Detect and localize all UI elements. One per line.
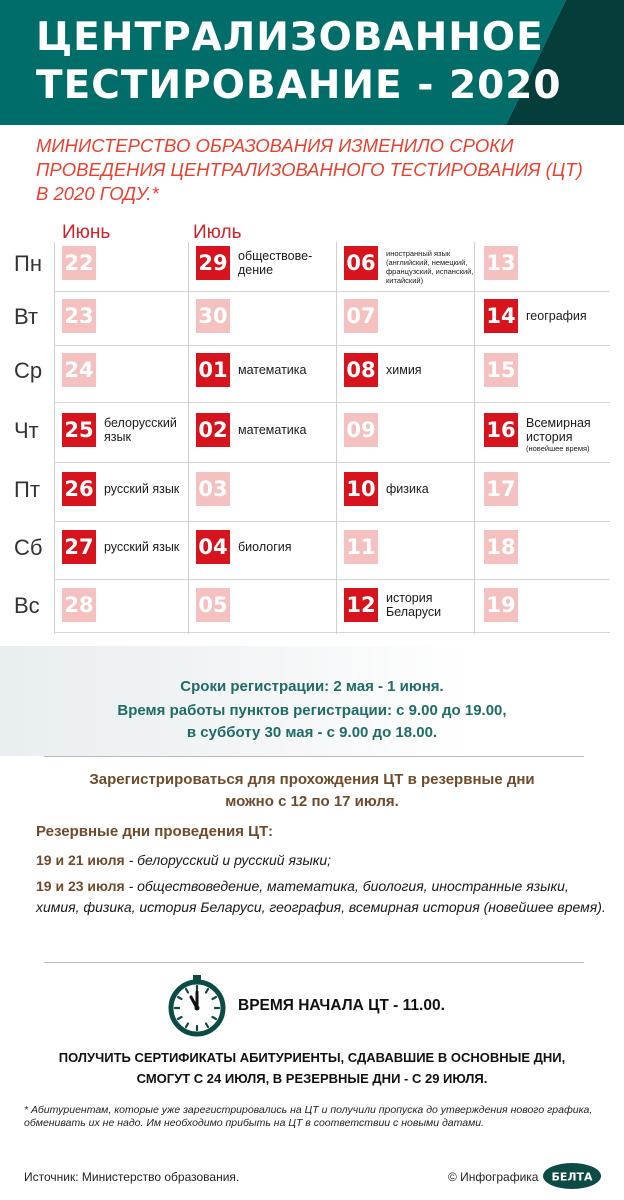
- exam-subject-text: белорусский язык: [104, 416, 177, 444]
- exam-subject: [238, 249, 330, 277]
- weekday-label: Вт: [14, 304, 39, 329]
- exam-day: 27: [62, 530, 96, 564]
- grid-horizontal-line: [54, 521, 610, 522]
- grid-horizontal-line: [54, 345, 610, 346]
- exam-day: 16: [484, 413, 518, 447]
- day-number: 13: [484, 246, 518, 280]
- exam-subject-text: Всемирная история: [526, 416, 591, 444]
- month-june: Июнь: [62, 222, 111, 243]
- certificates-line2: СМОГУТ С 24 ИЮЛЯ, В РЕЗЕРВНЫЕ ДНИ - С 29 ИЮЛЯ.: [136, 1071, 488, 1086]
- registration-hours: Время работы пунктов регистрации: с 9.00 до 19.00,: [117, 702, 507, 719]
- page-title-line2: ТЕСТИРОВАНИЕ - 2020: [36, 63, 562, 108]
- subtitle-line2: ПРОВЕДЕНИЯ ЦЕНТРАЛИЗОВАННОГО ТЕСТИРОВАНИЯ (ЦТ): [36, 159, 583, 180]
- certificates-line1: ПОЛУЧИТЬ СЕРТИФИКАТЫ АБИТУРИЕНТЫ, СДАВАВШИЕ В ОСНОВНЫЕ ДНИ,: [58, 1050, 566, 1065]
- belta-logo-text: БЕЛТА: [551, 1170, 593, 1184]
- exam-subject-text: биология: [238, 540, 292, 554]
- weekday-label: Вс: [14, 593, 40, 618]
- grid-horizontal-line: [54, 632, 610, 633]
- exam-day: 29: [196, 246, 230, 280]
- grid-horizontal-line: [54, 291, 610, 292]
- reserve-registration-line2: можно с 12 по 17 июля.: [225, 793, 399, 810]
- subtitle-line3: В 2020 ГОДУ.*: [36, 183, 159, 204]
- exam-subject: [104, 416, 196, 444]
- day-number: 09: [344, 413, 378, 447]
- exam-subject-text: математика: [238, 423, 307, 437]
- day-number: 07: [344, 299, 378, 333]
- day-number: 03: [196, 472, 230, 506]
- exam-subject: [104, 540, 196, 554]
- month-july: Июль: [193, 222, 242, 243]
- day-number: 05: [196, 588, 230, 622]
- exam-subject: [526, 416, 614, 453]
- day-number: 19: [484, 588, 518, 622]
- reserve-days-heading: Резервные дни проведения ЦТ:: [36, 823, 274, 840]
- footnote: * Абитуриентам, которые уже зарегистрировались на ЦТ и получили пропуска до утверждения нового графика, обменивать их не надо. Им необходимо прибыть на ЦТ в соответствии с новыми датами.: [24, 1104, 593, 1129]
- day-number: 17: [484, 472, 518, 506]
- grid-vertical-line: [336, 242, 337, 634]
- exam-day: 02: [196, 413, 230, 447]
- exam-day: 04: [196, 530, 230, 564]
- exam-day: 14: [484, 299, 518, 333]
- day-number: 22: [62, 246, 96, 280]
- exam-subject: [386, 482, 478, 496]
- subtitle: [36, 134, 606, 206]
- day-number: 23: [62, 299, 96, 333]
- grid-horizontal-line: [54, 462, 610, 463]
- reserve-item-2: [36, 876, 606, 918]
- credit: © Инфографика: [448, 1170, 539, 1184]
- reserve-item-1-date: 19 и 21 июля: [36, 852, 125, 868]
- grid-horizontal-line: [54, 402, 610, 403]
- exam-subject: [104, 482, 196, 496]
- exam-subject: [238, 363, 330, 377]
- weekday-label: Чт: [14, 418, 39, 443]
- exam-day: 08: [344, 353, 378, 387]
- exam-subject: [238, 423, 330, 437]
- weekday-label: Ср: [14, 358, 43, 383]
- exam-subject-text: обществове-дение: [238, 249, 313, 277]
- day-number: 18: [484, 530, 518, 564]
- exam-day: 25: [62, 413, 96, 447]
- reserve-item-1-text: - белорусский и русский языки;: [124, 852, 332, 868]
- exam-subject-text: русский язык: [104, 540, 180, 554]
- divider: [44, 962, 584, 963]
- weekday-label: Сб: [14, 535, 43, 560]
- start-time: ВРЕМЯ НАЧАЛА ЦТ - 11.00.: [238, 997, 445, 1014]
- exam-subject: [386, 591, 478, 619]
- exam-subject-text: русский язык: [104, 482, 180, 496]
- exam-subject: [238, 540, 330, 554]
- exam-subject-text: математика: [238, 363, 307, 377]
- exam-subject-text: география: [526, 309, 587, 323]
- exam-subject-text: иностранный язык (английский, немецкий, французский, испанский, китайский): [386, 249, 474, 285]
- day-number: 11: [344, 530, 378, 564]
- page-title-line1: ЦЕНТРАЛИЗОВАННОЕ: [36, 15, 544, 60]
- exam-day: 12: [344, 588, 378, 622]
- exam-day: 01: [196, 353, 230, 387]
- grid-horizontal-line: [54, 579, 610, 580]
- exam-subject-text: история Беларуси: [386, 591, 442, 619]
- header-banner: [0, 0, 624, 125]
- registration-saturday: в субботу 30 мая - с 9.00 до 18.00.: [186, 724, 438, 741]
- subtitle-line1: МИНИСТЕРСТВО ОБРАЗОВАНИЯ ИЗМЕНИЛО СРОКИ: [36, 135, 514, 156]
- day-number: 28: [62, 588, 96, 622]
- grid-vertical-line: [474, 242, 475, 634]
- day-number: 24: [62, 353, 96, 387]
- belta-logo: [542, 1162, 602, 1190]
- grid-vertical-line: [54, 242, 55, 634]
- exam-subject-note: (новейшее время): [526, 444, 590, 453]
- exam-day: 26: [62, 472, 96, 506]
- reserve-item-1: [36, 850, 606, 871]
- reserve-item-2-text: - обществоведение, математика, биология, иностранные языки, химия, физика, история Беларуси, география, всемирная история (новейшее время).: [36, 878, 606, 915]
- registration-dates: Сроки регистрации: 2 мая - 1 июня.: [180, 678, 444, 695]
- exam-subject: [386, 249, 478, 285]
- day-number: 30: [196, 299, 230, 333]
- exam-subject: [386, 363, 478, 377]
- exam-subject-text: химия: [386, 363, 422, 377]
- exam-day: 10: [344, 472, 378, 506]
- reserve-item-2-date: 19 и 23 июля: [36, 878, 125, 894]
- day-number: 15: [484, 353, 518, 387]
- source: Источник: Министерство образования.: [24, 1170, 240, 1184]
- exam-subject: [526, 309, 614, 323]
- reserve-registration-line1: Зарегистрироваться для прохождения ЦТ в резервные дни: [89, 771, 535, 788]
- weekday-label: Пн: [14, 251, 42, 276]
- exam-day: 06: [344, 246, 378, 280]
- clock-icon: [166, 975, 228, 1037]
- exam-subject-text: физика: [386, 482, 429, 496]
- divider: [44, 756, 584, 757]
- weekday-label: Пт: [14, 477, 40, 502]
